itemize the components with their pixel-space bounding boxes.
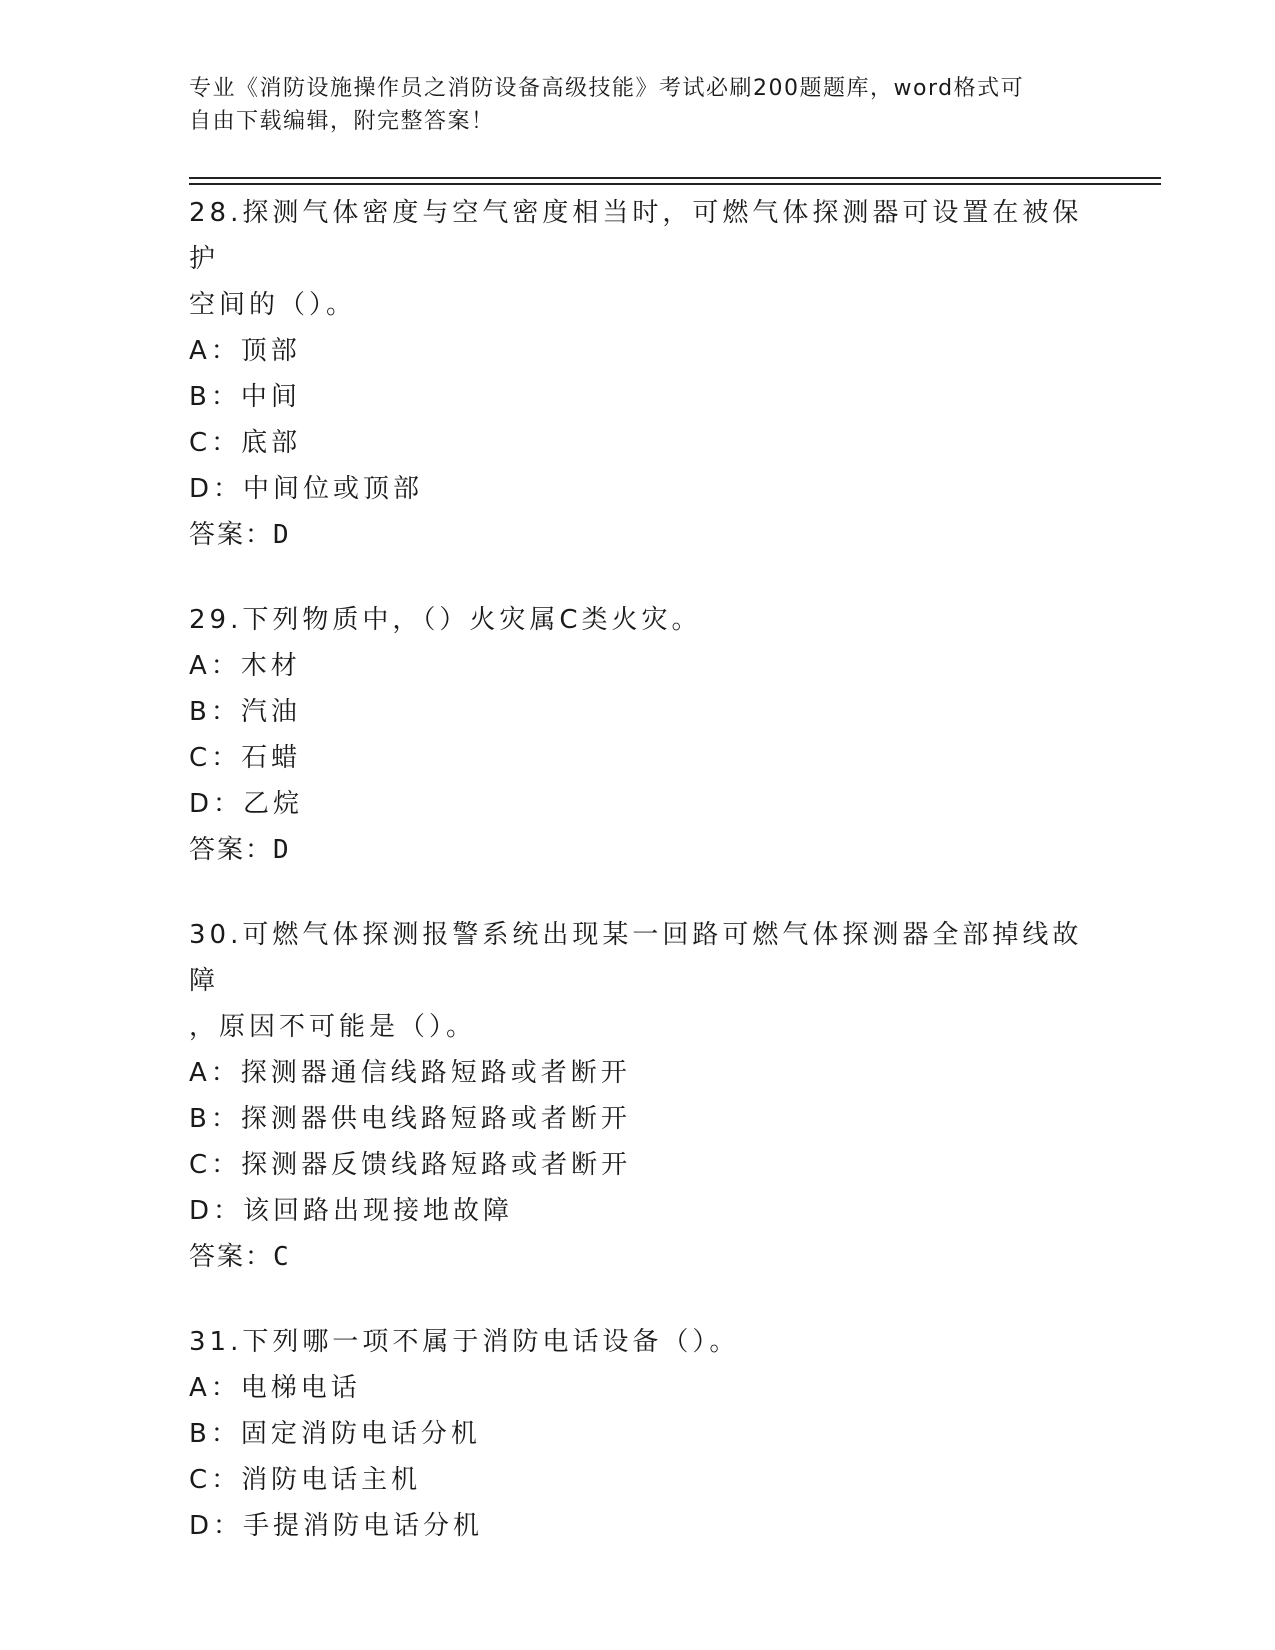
- answer-line: [189, 827, 1089, 873]
- option-c: C：底部: [189, 428, 302, 458]
- answer-line: [189, 512, 1089, 558]
- option-d: D：乙烷: [189, 789, 304, 819]
- option-b: B：中间: [189, 382, 301, 412]
- option-d: D：手提消防电话分机: [189, 1511, 484, 1541]
- header-line-1: 专业《消防设施操作员之消防设备高级技能》考试必刷200题题库，word格式可: [189, 76, 1025, 101]
- question-29: [189, 597, 1089, 873]
- document-header: [189, 72, 1069, 138]
- answer-value: C: [273, 1242, 290, 1272]
- header-divider-top: [189, 177, 1161, 179]
- option-c: C：消防电话主机: [189, 1465, 422, 1495]
- option-c: C：石蜡: [189, 743, 302, 773]
- header-divider-bottom: [189, 183, 1161, 185]
- question-stem-line: 29.下列物质中，（）火灾属C类火灾。: [189, 605, 702, 635]
- question-stem-line: 28.探测气体密度与空气密度相当时，可燃气体探测器可设置在被保护: [189, 198, 1083, 274]
- option-a: A：探测器通信线路短路或者断开: [189, 1058, 631, 1088]
- header-line-2: 自由下载编辑，附完整答案！: [189, 109, 495, 134]
- answer-label: 答案：: [189, 1242, 274, 1272]
- option-c: C：探测器反馈线路短路或者断开: [189, 1150, 632, 1180]
- option-a: A：木材: [189, 651, 301, 681]
- question-stem-line: 31.下列哪一项不属于消防电话设备（）。: [189, 1327, 740, 1357]
- answer-value: D: [273, 835, 290, 865]
- question-stem-line: 空间的（）。: [189, 290, 357, 320]
- question-28: [189, 190, 1089, 558]
- option-a: A：电梯电话: [189, 1373, 361, 1403]
- question-stem-line: 30.可燃气体探测报警系统出现某一回路可燃气体探测器全部掉线故障: [189, 920, 1083, 996]
- question-stem-line: ，原因不可能是（）。: [189, 1012, 477, 1042]
- question-30: [189, 912, 1089, 1280]
- option-b: B：固定消防电话分机: [189, 1419, 481, 1449]
- answer-label: 答案：: [189, 520, 274, 550]
- question-31: [189, 1319, 1089, 1549]
- option-a: A：顶部: [189, 336, 301, 366]
- option-d: D：中间位或顶部: [189, 474, 424, 504]
- question-list: [189, 190, 1089, 1588]
- option-b: B：探测器供电线路短路或者断开: [189, 1104, 631, 1134]
- option-b: B：汽油: [189, 697, 301, 727]
- answer-value: D: [273, 520, 290, 550]
- answer-line: [189, 1234, 1089, 1280]
- option-d: D：该回路出现接地故障: [189, 1196, 514, 1226]
- answer-label: 答案：: [189, 835, 274, 865]
